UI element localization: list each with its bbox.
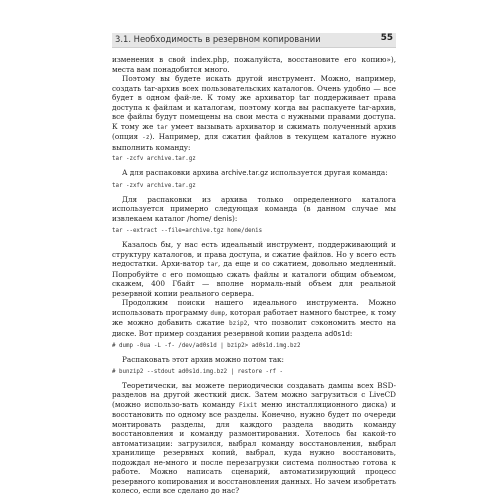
code-block: # bunzip2 --stdout ad0s1d.img.bz2 | restore -rf - <box>112 368 284 375</box>
section-title: 3.1. Необходимость в резервном копировании <box>115 34 321 44</box>
paragraph-text: Продолжим поиски нашего идеального инструмента. Можно использовать программу <box>112 298 396 317</box>
paragraph <box>112 298 396 339</box>
paragraph-text: А для распаковки архива <box>122 168 222 177</box>
paragraph-text: умеет вызывать архиватор и сжимать полученный архив (опция <box>112 121 397 141</box>
inline-code: bzip2 <box>228 320 248 327</box>
inline-code: dump <box>210 309 226 317</box>
code-block: tar -zxfv archive.tar.gz <box>112 182 196 189</box>
paragraph-text: Теоретически, вы можете периодически создавать дампы всех BSD-разделов на другой жесткий диск. Затем можно загрузиться с LiveCD (можно использо-вать команду <box>112 380 396 409</box>
inline-code: -z <box>142 134 150 141</box>
paragraph <box>112 381 396 496</box>
paragraph-text: , которая работает намного быстрее, к тому же можно добавить сжатие <box>112 307 397 327</box>
inline-code: tar <box>156 123 168 131</box>
paragraph <box>112 355 396 365</box>
paragraph <box>112 195 396 225</box>
paragraph <box>112 74 396 152</box>
paragraph-text: Для распаковки из архива только определенного каталога используется примерно следующая команда (в данном случае мы извлекаем каталог <box>112 194 396 223</box>
paragraph <box>112 168 396 179</box>
inline-code: tar <box>207 261 219 268</box>
code-block: tar --extract --file=archive.tgz home/denis <box>112 228 263 234</box>
paragraph-text: используется другая команда: <box>267 168 388 177</box>
paragraph-text: Распаковать этот архив можно потом так: <box>122 355 284 364</box>
code-block: tar -zcfv archive.tar.gz <box>112 156 196 162</box>
paragraph-text: , что позволит сэкономить место на диске. Вот пример создания резервной копии раздела <box>112 318 396 338</box>
running-header <box>112 33 396 48</box>
paragraph-text: Поэтому вы будете искать другой инструмент. Можно, например, создать tar-архив всех пользовательских каталогов. Очень удобно — все будет в одном фай-ле. К тому же архиватор tar поддерживает права доступа к файлам и каталогам, поэтому когда вы распакуете tar-архив, все файлы будут помещены на свои места с нужными правами доступа. К тому же <box>112 74 396 131</box>
partition-name: ad0s1d <box>324 329 350 338</box>
paragraph-text: Казалось бы, у нас есть идеальный инструмент, поддерживающий и структуру каталогов, и права доступа, и сжатие файлов. Но у всего есть недостатки. Архи-ватор <box>112 240 396 268</box>
paragraph-text: : <box>349 328 353 338</box>
paragraph-text: меню инсталляционного диска) и восстановить по одному все разделы. Конечно, нужно будет по очереди монтировать разделы, для каждого раздела вводить команду восстановления и команду размонтирования. Хотелось бы какой-то автоматизации: загрузился, выбрал команду восстановления, выбрал хранилище резервных копий, выбрал, куда нужно восстановить, подождал не-много и после перезагрузки система полностью готова к работе. Можно написать сценарий, автоматизирующий процесс резервного копирования и восстановления данных. Но зачем изобретать колесо, если все сделано до нас? <box>112 399 396 495</box>
inline-code: Fixit <box>238 401 258 409</box>
paragraph-text: изменения в свой index.php, пожалуйста, восстановите его копию»), места вам понадобится много. <box>112 55 396 74</box>
file-name: archive.tar.gz <box>221 169 268 177</box>
paragraph <box>112 55 396 74</box>
paragraph-text: , да еще и со сжатием, довольно медленный. Попробуйте с его помощью сжать файлы и каталоги общим объемом, скажем, 400 Гбайт — вполне нормаль-ный объем для реальной резервной копии реального сервера. <box>112 259 396 298</box>
page-body <box>112 55 396 496</box>
paragraph-text: ). Например, для сжатия файлов в текущем каталоге нужно выполнить команду: <box>112 132 396 152</box>
page-number: 55 <box>380 33 393 43</box>
paragraph-text: ): <box>231 213 238 223</box>
code-block: # dump -0ua -L -f- /dev/ad0s1d | bzip2> ad0s1d.img.bz2 <box>112 343 301 349</box>
paragraph <box>112 240 396 298</box>
directory-path: /home/ denis <box>187 214 232 223</box>
